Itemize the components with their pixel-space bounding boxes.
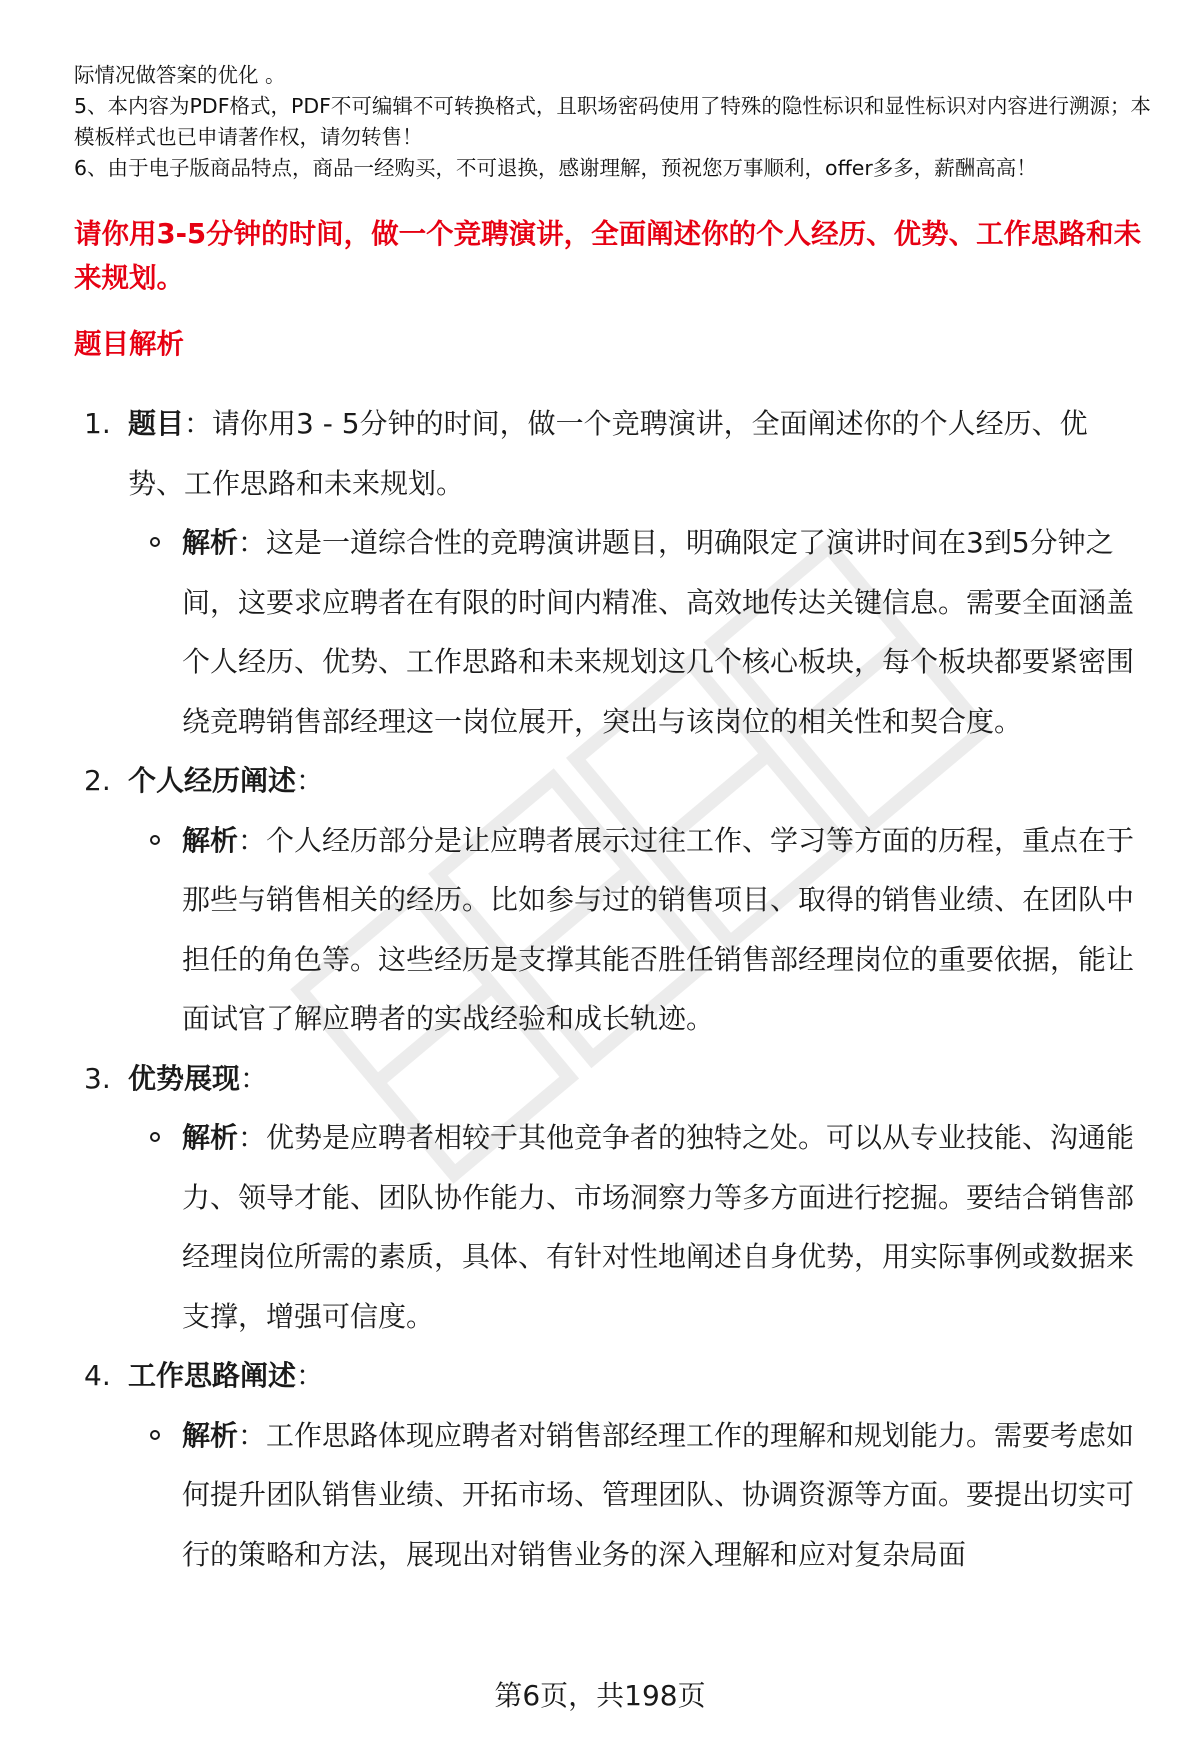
sub-item-title: 解析 bbox=[182, 526, 239, 559]
sub-item-text: 个人经历部分是让应聘者展示过往工作、学习等方面的历程，重点在于那些与销售相关的经历。比如参与过的销售项目、取得的销售业绩、在团队中担任的角色等。这些经历是支撑其能否胜任销售部经理岗位的重要依据，能让面试官了解应聘者的实战经验和成长轨迹。 bbox=[182, 823, 1135, 1035]
item-text: 请你用3 - 5分钟的时间，做一个竞聘演讲，全面阐述你的个人经历、优势、工作思路和未来规划。 bbox=[128, 407, 1088, 500]
item-title: 个人经历阐述 bbox=[128, 764, 297, 797]
circle-bullet-icon bbox=[150, 835, 160, 845]
circle-bullet-icon bbox=[150, 537, 160, 547]
sub-item-separator: ： bbox=[238, 1418, 267, 1452]
item-title: 工作思路阐述 bbox=[128, 1359, 297, 1392]
item-separator: ： bbox=[296, 1359, 325, 1392]
item-number: 4. bbox=[84, 1359, 111, 1392]
note-line-1: 际情况做答案的优化 。 bbox=[74, 63, 286, 87]
sub-item-3 bbox=[0, 1108, 1200, 1346]
sub-item-separator: ： bbox=[238, 823, 267, 857]
item-title: 题目 bbox=[128, 407, 185, 440]
sub-item-text: 工作思路体现应聘者对销售部经理工作的理解和规划能力。需要考虑如何提升团队销售业绩、开拓市场、管理团队、协调资源等方面。要提出切实可行的策略和方法，展现出对销售业务的深入理解和应对复杂局面 bbox=[182, 1418, 1135, 1571]
item-title: 优势展现 bbox=[128, 1061, 241, 1095]
item-number: 2. bbox=[84, 764, 111, 797]
sub-item-text: 优势是应聘者相较于其他竞争者的独特之处。可以从专业技能、沟通能力、领导才能、团队协作能力、市场洞察力等多方面进行挖掘。要结合销售部经理岗位所需的素质，具体、有针对性地阐述自身优势，用实际事例或数据来支撑，增强可信度。 bbox=[182, 1121, 1135, 1333]
sub-item-separator: ： bbox=[238, 1121, 267, 1154]
sub-item-title: 解析 bbox=[182, 1121, 239, 1154]
sub-item-1 bbox=[0, 513, 1200, 751]
page-footer: 第6页，共198页 bbox=[494, 1679, 706, 1712]
sub-item-separator: ： bbox=[238, 526, 267, 559]
list-item-4 bbox=[0, 1346, 1200, 1406]
item-separator: ： bbox=[296, 764, 325, 797]
sub-item-title: 解析 bbox=[182, 1418, 239, 1452]
item-separator: ： bbox=[240, 1061, 269, 1095]
sub-item-2 bbox=[0, 811, 1200, 1049]
sub-item-title: 解析 bbox=[182, 823, 239, 857]
note-line-3: 6、由于电子版商品特点，商品一经购买，不可退换，感谢理解，预祝您万事顺利，offer多多，薪酬高高！ bbox=[74, 156, 1037, 180]
section-heading: 题目解析 bbox=[74, 328, 184, 360]
list-item-3 bbox=[0, 1049, 1200, 1109]
notes-block bbox=[74, 60, 1154, 184]
note-line-2: 5、本内容为PDF格式，PDF不可编辑不可转换格式，且职场密码使用了特殊的隐性标识和显性标识对内容进行溯源；本模板样式也已申请著作权，请勿转售！ bbox=[74, 94, 1151, 149]
circle-bullet-icon bbox=[150, 1132, 160, 1142]
item-number: 3. bbox=[84, 1061, 111, 1095]
item-number: 1. bbox=[84, 407, 111, 440]
list-item-2 bbox=[0, 751, 1200, 811]
circle-bullet-icon bbox=[150, 1430, 160, 1440]
sub-item-text: 这是一道综合性的竞聘演讲题目，明确限定了演讲时间在3到5分钟之间，这要求应聘者在有限的时间内精准、高效地传达关键信息。需要全面涵盖个人经历、优势、工作思路和未来规划这几个核心板块，每个板块都要紧密围绕竞聘销售部经理这一岗位展开，突出与该岗位的相关性和契合度。 bbox=[182, 526, 1135, 738]
list-item-1 bbox=[0, 394, 1200, 513]
sub-item-4 bbox=[0, 1406, 1200, 1585]
item-separator: ： bbox=[184, 407, 213, 440]
question-title: 请你用3-5分钟的时间，做一个竞聘演讲，全面阐述你的个人经历、优势、工作思路和未来规划。 bbox=[74, 218, 1142, 294]
analysis-list bbox=[0, 394, 1200, 1584]
